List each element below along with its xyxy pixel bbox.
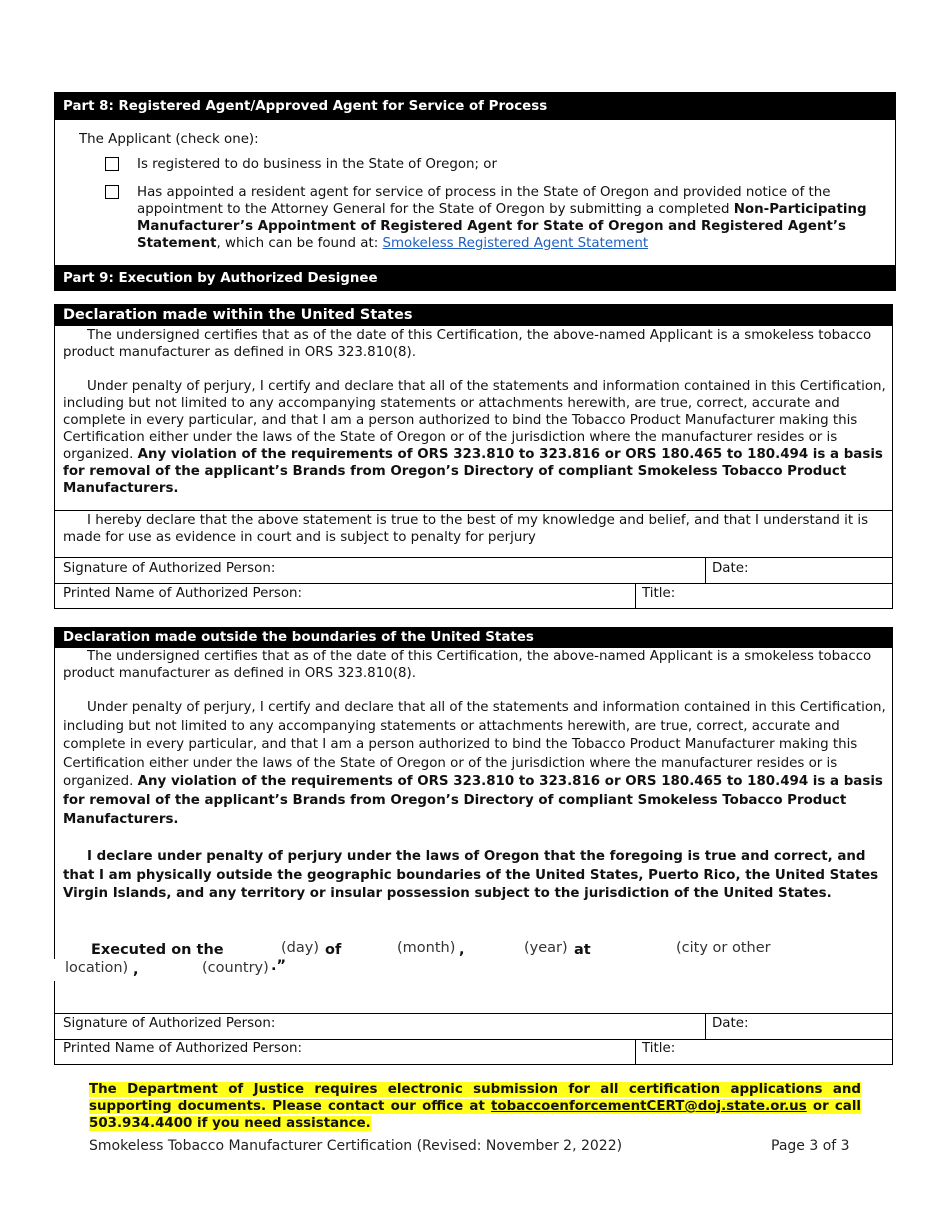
within-us-section: [54, 304, 893, 609]
comma2-label: ,: [133, 962, 139, 978]
within-divider: [55, 510, 892, 511]
footer-page-number: Page 3 of 3: [771, 1138, 850, 1154]
within-signature-label: Signature of Authorized Person:: [63, 561, 276, 576]
within-us-title: Declaration made within the United States: [63, 307, 413, 323]
outside-title-field[interactable]: [685, 1040, 885, 1063]
within-sig-divider: [705, 557, 706, 583]
within-date-label: Date:: [712, 561, 749, 576]
part8-header: [54, 92, 896, 120]
notice-text2: or call 503.934.4400 if you need assistance.: [89, 1099, 862, 1131]
within-printed-name-label: Printed Name of Authorized Person:: [63, 586, 303, 601]
within-p2: Under penalty of perjury, I certify and declare that all of the statements and information contained in this Certification, including but not limited to any accompanying statements or attachments herewith, are true, correct, accurate and complete in every particular, and that I am a person authorized to bind the Tobacco Product Manufacturer making this Certification either under the laws of the State of Oregon or of the jurisdiction where the manufacturer resides or is organized. Any violation of the requirements of ORS 323.810 to 323.816 or ORS 180.465 to 180.494 is a basis for removal of the applicant’s Brands from Oregon’s Directory of compliant Smokeless Tobacco Product Manufacturers.: [63, 379, 886, 496]
outside-p2: Under penalty of perjury, I certify and declare that all of the statements and information contained in this Certification, including but not limited to any accompanying statements or attachments herewith, are true, correct, accurate and complete in every particular, and that I am a person authorized to bind the Tobacco Product Manufacturer making this Certification either under the laws of the State of Oregon or of the jurisdiction where the manufacturer resides or is organized. Any violation of the requirements of ORS 323.810 to 323.816 or ORS 180.465 to 180.494 is a basis for removal of the applicant’s Brands from Oregon’s Directory of compliant Smokeless Tobacco Product Manufacturers.: [63, 700, 886, 827]
within-signature-field[interactable]: [295, 558, 700, 582]
outside-date-label: Date:: [712, 1016, 749, 1031]
outside-title-label: Title:: [642, 1041, 676, 1056]
location-label: location): [65, 960, 129, 976]
footer-form-name: Smokeless Tobacco Manufacturer Certification (Revised: November 2, 2022): [89, 1138, 623, 1154]
within-date-field[interactable]: [755, 558, 885, 582]
month-label: (month): [397, 940, 456, 956]
executed-line: [55, 940, 892, 980]
within-name-divider: [635, 583, 636, 609]
month-field[interactable]: [340, 940, 395, 958]
within-title-label: Title:: [642, 586, 676, 601]
country-field[interactable]: [143, 960, 199, 978]
within-title-field[interactable]: [685, 584, 885, 608]
option1-label: Is registered to do business in the State of Oregon; or: [137, 157, 497, 172]
notice-email-link[interactable]: tobaccoenforcementCERT@doj.state.or.us: [491, 1099, 807, 1114]
year-field[interactable]: [468, 940, 522, 958]
outside-p1: The undersigned certifies that as of the date of this Certification, the above-named Applicant is a smokeless tobacco product manufacturer as defined in ORS 323.810(8).: [63, 649, 872, 681]
day-label: (day): [281, 940, 319, 956]
outside-name-divider: [635, 1039, 636, 1064]
within-us-header: [54, 304, 893, 326]
outside-sig-divider: [705, 1013, 706, 1039]
end-quote: .”: [271, 958, 287, 974]
of-label: of: [325, 942, 342, 958]
year-label: (year): [524, 940, 568, 956]
outside-us-title: Declaration made outside the boundaries of the United States: [63, 630, 534, 645]
country-label: (country): [202, 960, 269, 976]
within-p1: The undersigned certifies that as of the date of this Certification, the above-named Applicant is a smokeless tobacco product manufacturer as defined in ORS 323.810(8).: [63, 328, 872, 360]
city-field[interactable]: [595, 940, 673, 958]
comma-label: ,: [459, 942, 465, 958]
part9-header: [54, 265, 896, 291]
outside-date-field[interactable]: [755, 1014, 885, 1038]
within-p3: I hereby declare that the above statement is true to the best of my knowledge and belief, and that I understand it is made for use as evidence in court and is subject to penalty for perjury: [63, 513, 869, 545]
submission-notice: [89, 1081, 861, 1132]
part8-title: Part 8: Registered Agent/Approved Agent for Service of Process: [63, 99, 548, 114]
outside-signature-label: Signature of Authorized Person:: [63, 1016, 276, 1031]
option1-checkbox[interactable]: [105, 157, 119, 171]
outside-signature-field[interactable]: [295, 1014, 700, 1038]
day-field[interactable]: [223, 940, 278, 958]
part9-title: Part 9: Execution by Authorized Designee: [63, 271, 378, 286]
option2-label: Has appointed a resident agent for service of process in the State of Oregon and provided notice of the appointment to the Attorney General for the State of Oregon by submitting a completed Non-Participating Manufacturer’s Appointment of Registered Agent for State of Oregon and Registered Agent’s Statement, which can be found at: Smokeless Registered Agent Statement: [137, 185, 867, 251]
outside-printed-name-field[interactable]: [330, 1040, 630, 1063]
outside-us-header: [54, 627, 893, 648]
left-border-gap: [53, 959, 57, 981]
option2-checkbox[interactable]: [105, 185, 119, 199]
registered-agent-statement-link[interactable]: Smokeless Registered Agent Statement: [382, 236, 649, 251]
within-printed-name-field[interactable]: [330, 584, 630, 608]
part8-body: [54, 120, 896, 266]
part8-intro: The Applicant (check one):: [79, 132, 259, 147]
notice-text: The Department of Justice requires electronic submission for all certification applications and supporting documents. Please contact our office at: [89, 1082, 861, 1114]
at-label: at: [574, 942, 591, 958]
executed-label: Executed on the: [91, 942, 224, 958]
outside-p3: I declare under penalty of perjury under the laws of Oregon that the foregoing is true and correct, and that I am physically outside the geographic boundaries of the United States, Puerto Rico, the United States Virgin Islands, and any territory or insular possession subject to the jurisdiction of the United States.: [63, 849, 879, 902]
outside-printed-name-label: Printed Name of Authorized Person:: [63, 1041, 303, 1056]
outside-us-section: [54, 627, 893, 1065]
city-label: (city or other: [676, 940, 771, 956]
